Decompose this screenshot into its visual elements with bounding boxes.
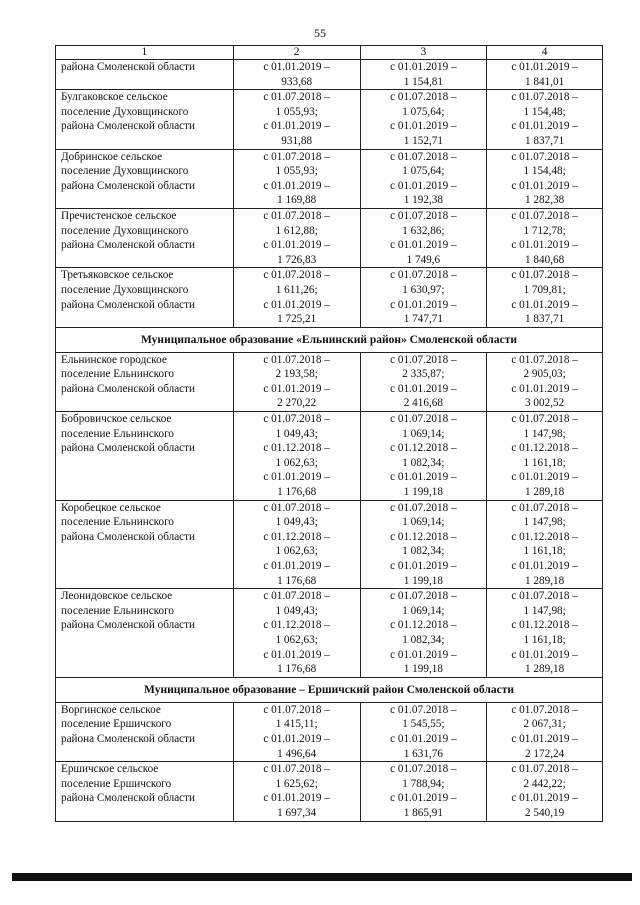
value-line: с 01.07.2018 – xyxy=(511,91,578,104)
value-line: 1 147,98; xyxy=(523,516,566,529)
value-line: 1 865,91 xyxy=(403,806,443,819)
value-line: 1 154,48; xyxy=(523,105,566,118)
value-line: 1 788,94; xyxy=(402,777,445,790)
name-line: района Смоленской области xyxy=(61,382,196,395)
tariff-cell-col4 xyxy=(487,762,603,821)
value-line: 1 841,01 xyxy=(525,75,565,88)
name-line: Ельнинское городское xyxy=(61,353,167,366)
value-line: 1 625,62; xyxy=(275,777,318,790)
value-line: 1 282,38 xyxy=(525,194,565,207)
value-line: 1 631,76 xyxy=(403,747,443,760)
settlement-name-cell xyxy=(56,352,234,411)
tariff-cell-col2 xyxy=(233,702,360,761)
value-line: 1 075,64; xyxy=(402,165,445,178)
value-line: 1 154,48; xyxy=(523,165,566,178)
value-line: с 01.01.2019 – xyxy=(263,179,330,192)
value-line: с 01.01.2019 – xyxy=(511,179,578,192)
name-line: района Смоленской области xyxy=(61,120,196,133)
value-line: 3 002,52 xyxy=(525,397,565,410)
column-header-4: 4 xyxy=(487,46,603,60)
section-title: Муниципальное образование – Ершичский район Смоленской области xyxy=(56,677,603,702)
value-line: 1 049,43; xyxy=(275,604,318,617)
value-line: 1 147,98; xyxy=(523,427,566,440)
name-line: Ершичское сельское xyxy=(61,763,159,776)
value-line: с 01.01.2019 – xyxy=(511,471,578,484)
value-line: 1 415,11; xyxy=(275,718,318,731)
value-line: с 01.07.2018 – xyxy=(263,150,330,163)
name-line: поселение Ершичского xyxy=(61,718,172,731)
value-line: с 01.12.2018 – xyxy=(511,530,578,543)
tariff-table xyxy=(55,45,603,822)
value-line: с 01.01.2019 – xyxy=(390,382,457,395)
tariff-cell-col4 xyxy=(487,149,603,208)
value-line: 1 199,18 xyxy=(403,574,443,587)
name-line: района Смоленской области xyxy=(61,792,196,805)
value-line: 1 840,68 xyxy=(525,253,565,266)
name-line: района Смоленской области xyxy=(61,298,196,311)
value-line: с 01.01.2019 – xyxy=(263,239,330,252)
table-row xyxy=(56,500,603,589)
value-line: с 01.01.2019 – xyxy=(390,792,457,805)
name-line: Коробецкое сельское xyxy=(61,501,161,514)
value-line: 1 082,34; xyxy=(402,456,445,469)
value-line: с 01.07.2018 – xyxy=(511,703,578,716)
tariff-cell-col3 xyxy=(360,412,487,501)
name-line: района Смоленской области xyxy=(61,61,196,73)
table-row xyxy=(56,352,603,411)
tariff-cell-col4 xyxy=(487,702,603,761)
value-line: 1 712,78; xyxy=(523,224,566,237)
tariff-cell-col2 xyxy=(233,60,360,90)
table-row xyxy=(56,589,603,678)
tariff-cell-col2 xyxy=(233,412,360,501)
value-line: с 01.12.2018 – xyxy=(263,530,330,543)
tariff-cell-col4 xyxy=(487,352,603,411)
tariff-cell-col2 xyxy=(233,268,360,327)
value-line: с 01.01.2019 – xyxy=(390,648,457,661)
table-row xyxy=(56,149,603,208)
value-line: с 01.01.2019 – xyxy=(263,61,330,73)
tariff-cell-col4 xyxy=(487,589,603,678)
value-line: с 01.01.2019 – xyxy=(511,648,578,661)
value-line: с 01.07.2018 – xyxy=(511,209,578,222)
table-row xyxy=(56,412,603,501)
value-line: с 01.01.2019 – xyxy=(511,120,578,133)
value-line: с 01.01.2019 – xyxy=(263,298,330,311)
value-line: с 01.01.2019 – xyxy=(511,560,578,572)
value-line: 1 069,14; xyxy=(402,604,445,617)
value-line: с 01.01.2019 – xyxy=(263,792,330,805)
value-line: с 01.01.2019 – xyxy=(263,382,330,395)
tariff-cell-col3 xyxy=(360,352,487,411)
value-line: с 01.07.2018 – xyxy=(511,353,578,366)
value-line: с 01.01.2019 – xyxy=(511,239,578,252)
settlement-name-cell xyxy=(56,90,234,149)
value-line: 1 062,63; xyxy=(275,633,318,646)
value-line: 1 055,93; xyxy=(275,105,318,118)
value-line: с 01.01.2019 – xyxy=(390,179,457,192)
value-line: 1 062,63; xyxy=(275,456,318,469)
name-line: поселение Ельнинского xyxy=(61,604,175,617)
value-line: с 01.01.2019 – xyxy=(511,732,578,745)
section-row xyxy=(56,677,603,702)
value-line: с 01.01.2019 – xyxy=(511,382,578,395)
value-line: 2 270,22 xyxy=(277,397,317,410)
value-line: с 01.12.2018 – xyxy=(263,619,330,632)
name-line: поселение Духовщинского xyxy=(61,224,189,237)
value-line: 1 837,71 xyxy=(525,134,565,147)
value-line: с 01.01.2019 – xyxy=(263,120,330,133)
tariff-cell-col2 xyxy=(233,500,360,589)
value-line: с 01.12.2018 – xyxy=(390,530,457,543)
tariff-cell-col3 xyxy=(360,762,487,821)
value-line: с 01.01.2019 – xyxy=(390,61,457,73)
value-line: с 01.07.2018 – xyxy=(511,269,578,282)
value-line: с 01.01.2019 – xyxy=(390,471,457,484)
value-line: с 01.07.2018 – xyxy=(390,209,457,222)
tariff-cell-col2 xyxy=(233,90,360,149)
tariff-cell-col4 xyxy=(487,90,603,149)
name-line: поселение Ельнинского xyxy=(61,516,175,529)
value-line: с 01.12.2018 – xyxy=(511,619,578,632)
tariff-cell-col3 xyxy=(360,268,487,327)
value-line: 2 193,58; xyxy=(275,368,318,381)
value-line: 2 540,19 xyxy=(525,806,565,819)
tariff-cell-col2 xyxy=(233,589,360,678)
value-line: 1 289,18 xyxy=(525,486,565,499)
tariff-cell-col4 xyxy=(487,412,603,501)
table-row xyxy=(56,268,603,327)
column-header-2: 2 xyxy=(233,46,360,60)
value-line: 2 335,87; xyxy=(402,368,445,381)
value-line: с 01.07.2018 – xyxy=(390,763,457,776)
value-line: 1 725,21 xyxy=(277,313,317,326)
name-line: района Смоленской области xyxy=(61,619,196,632)
value-line: 1 289,18 xyxy=(525,663,565,676)
settlement-name-cell xyxy=(56,702,234,761)
table-body xyxy=(56,60,603,822)
value-line: с 01.07.2018 – xyxy=(390,269,457,282)
value-line: с 01.01.2019 – xyxy=(390,298,457,311)
value-line: 1 612,88; xyxy=(275,224,318,237)
scan-border-bar xyxy=(12,873,632,881)
value-line: 1 082,34; xyxy=(402,545,445,558)
value-line: 1 069,14; xyxy=(402,516,445,529)
value-line: 1 161,18; xyxy=(523,545,566,558)
name-line: поселение Ельнинского xyxy=(61,368,175,381)
value-line: 1 049,43; xyxy=(275,427,318,440)
value-line: с 01.07.2018 – xyxy=(263,413,330,426)
name-line: Воргинское сельское xyxy=(61,703,161,716)
settlement-name-cell xyxy=(56,412,234,501)
value-line: с 01.01.2019 – xyxy=(263,648,330,661)
value-line: 1 289,18 xyxy=(525,574,565,587)
value-line: 1 199,18 xyxy=(403,486,443,499)
value-line: 1 176,68 xyxy=(277,663,317,676)
tariff-cell-col2 xyxy=(233,352,360,411)
value-line: 1 169,88 xyxy=(277,194,317,207)
value-line: с 01.01.2019 – xyxy=(511,61,578,73)
page-number: 55 xyxy=(314,26,326,40)
name-line: Булгаковское сельское xyxy=(61,91,168,104)
value-line: с 01.07.2018 – xyxy=(263,590,330,603)
value-line: с 01.12.2018 – xyxy=(263,442,330,455)
name-line: Добринское сельское xyxy=(61,150,163,163)
header-row xyxy=(56,46,603,60)
tariff-cell-col3 xyxy=(360,60,487,90)
value-line: 2 067,31; xyxy=(523,718,566,731)
tariff-cell-col4 xyxy=(487,60,603,90)
value-line: с 01.07.2018 – xyxy=(263,353,330,366)
value-line: с 01.07.2018 – xyxy=(263,501,330,514)
value-line: с 01.07.2018 – xyxy=(263,703,330,716)
value-line: с 01.07.2018 – xyxy=(390,703,457,716)
value-line: с 01.07.2018 – xyxy=(390,353,457,366)
tariff-cell-col3 xyxy=(360,149,487,208)
tariff-cell-col3 xyxy=(360,589,487,678)
value-line: с 01.01.2019 – xyxy=(390,239,457,252)
tariff-cell-col4 xyxy=(487,208,603,267)
value-line: с 01.07.2018 – xyxy=(511,501,578,514)
value-line: с 01.01.2019 – xyxy=(390,560,457,572)
value-line: 1 082,34; xyxy=(402,633,445,646)
value-line: 1 049,43; xyxy=(275,516,318,529)
value-line: 2 416,68 xyxy=(403,397,443,410)
value-line: с 01.01.2019 – xyxy=(263,471,330,484)
name-line: района Смоленской области xyxy=(61,530,196,543)
section-row xyxy=(56,327,603,352)
value-line: 1 176,68 xyxy=(277,574,317,587)
name-line: района Смоленской области xyxy=(61,732,196,745)
settlement-name-cell xyxy=(56,208,234,267)
value-line: 1 055,93; xyxy=(275,165,318,178)
table-row xyxy=(56,90,603,149)
value-line: с 01.12.2018 – xyxy=(390,442,457,455)
value-line: 1 545,55; xyxy=(402,718,445,731)
name-line: поселение Духовщинского xyxy=(61,283,189,296)
value-line: 933,68 xyxy=(281,75,313,88)
settlement-name-cell xyxy=(56,589,234,678)
value-line: 1 161,18; xyxy=(523,456,566,469)
value-line: с 01.01.2019 – xyxy=(263,732,330,745)
name-line: Леонидовское сельское xyxy=(61,590,173,603)
value-line: 1 630,97; xyxy=(402,283,445,296)
value-line: с 01.12.2018 – xyxy=(511,442,578,455)
value-line: с 01.01.2019 – xyxy=(390,732,457,745)
value-line: с 01.07.2018 – xyxy=(511,150,578,163)
value-line: с 01.07.2018 – xyxy=(263,269,330,282)
tariff-cell-col4 xyxy=(487,500,603,589)
value-line: с 01.07.2018 – xyxy=(390,150,457,163)
tariff-cell-col3 xyxy=(360,702,487,761)
value-line: 1 747,71 xyxy=(403,313,443,326)
value-line: 931,88 xyxy=(281,134,313,147)
value-line: с 01.07.2018 – xyxy=(511,763,578,776)
value-line: 1 147,98; xyxy=(523,604,566,617)
value-line: с 01.07.2018 – xyxy=(263,91,330,104)
value-line: 2 172,24 xyxy=(525,747,565,760)
settlement-name-cell xyxy=(56,149,234,208)
value-line: с 01.01.2019 – xyxy=(511,792,578,805)
value-line: с 01.01.2019 – xyxy=(511,298,578,311)
value-line: 2 905,03; xyxy=(523,368,566,381)
value-line: 1 075,64; xyxy=(402,105,445,118)
value-line: с 01.07.2018 – xyxy=(390,501,457,514)
name-line: поселение Духовщинского xyxy=(61,165,189,178)
value-line: 1 709,81; xyxy=(523,283,566,296)
value-line: 1 152,71 xyxy=(403,134,443,147)
name-line: Пречистенское сельское xyxy=(61,209,177,222)
value-line: 1 611,26; xyxy=(275,283,318,296)
tariff-cell-col2 xyxy=(233,208,360,267)
value-line: с 01.07.2018 – xyxy=(390,413,457,426)
value-line: с 01.07.2018 – xyxy=(263,763,330,776)
settlement-name-cell xyxy=(56,60,234,90)
value-line: 2 442,22; xyxy=(523,777,566,790)
tariff-cell-col4 xyxy=(487,268,603,327)
settlement-name-cell xyxy=(56,268,234,327)
column-header-1: 1 xyxy=(56,46,234,60)
column-header-3: 3 xyxy=(360,46,487,60)
value-line: 1 192,38 xyxy=(403,194,443,207)
value-line: 1 199,18 xyxy=(403,663,443,676)
value-line: 1 062,63; xyxy=(275,545,318,558)
value-line: 1 632,86; xyxy=(402,224,445,237)
tariff-cell-col3 xyxy=(360,90,487,149)
value-line: 1 749,6 xyxy=(406,253,441,266)
value-line: с 01.07.2018 – xyxy=(263,209,330,222)
name-line: района Смоленской области xyxy=(61,239,196,252)
value-line: с 01.12.2018 – xyxy=(390,619,457,632)
value-line: 1 697,34 xyxy=(277,806,317,819)
value-line: с 01.01.2019 – xyxy=(390,120,457,133)
value-line: с 01.07.2018 – xyxy=(511,413,578,426)
value-line: 1 069,14; xyxy=(402,427,445,440)
value-line: 1 176,68 xyxy=(277,486,317,499)
name-line: Третьяковское сельское xyxy=(61,269,174,282)
value-line: с 01.07.2018 – xyxy=(390,91,457,104)
settlement-name-cell xyxy=(56,762,234,821)
value-line: 1 154,81 xyxy=(403,75,443,88)
section-title: Муниципальное образование «Ельнинский район» Смоленской области xyxy=(56,327,603,352)
table-row xyxy=(56,208,603,267)
value-line: с 01.01.2019 – xyxy=(263,560,330,572)
value-line: 1 837,71 xyxy=(525,313,565,326)
tariff-cell-col2 xyxy=(233,149,360,208)
name-line: района Смоленской области xyxy=(61,179,196,192)
value-line: с 01.07.2018 – xyxy=(511,590,578,603)
settlement-name-cell xyxy=(56,500,234,589)
name-line: района Смоленской области xyxy=(61,442,196,455)
value-line: 1 496,64 xyxy=(277,747,317,760)
value-line: 1 161,18; xyxy=(523,633,566,646)
table-row xyxy=(56,762,603,821)
name-line: поселение Ельнинского xyxy=(61,427,175,440)
value-line: 1 726,83 xyxy=(277,253,317,266)
tariff-cell-col3 xyxy=(360,500,487,589)
table-row xyxy=(56,60,603,90)
name-line: поселение Духовщинского xyxy=(61,105,189,118)
table-row xyxy=(56,702,603,761)
tariff-cell-col2 xyxy=(233,762,360,821)
name-line: Бобровичское сельское xyxy=(61,413,172,426)
tariff-cell-col3 xyxy=(360,208,487,267)
value-line: с 01.07.2018 – xyxy=(390,590,457,603)
name-line: поселение Ершичского xyxy=(61,777,172,790)
